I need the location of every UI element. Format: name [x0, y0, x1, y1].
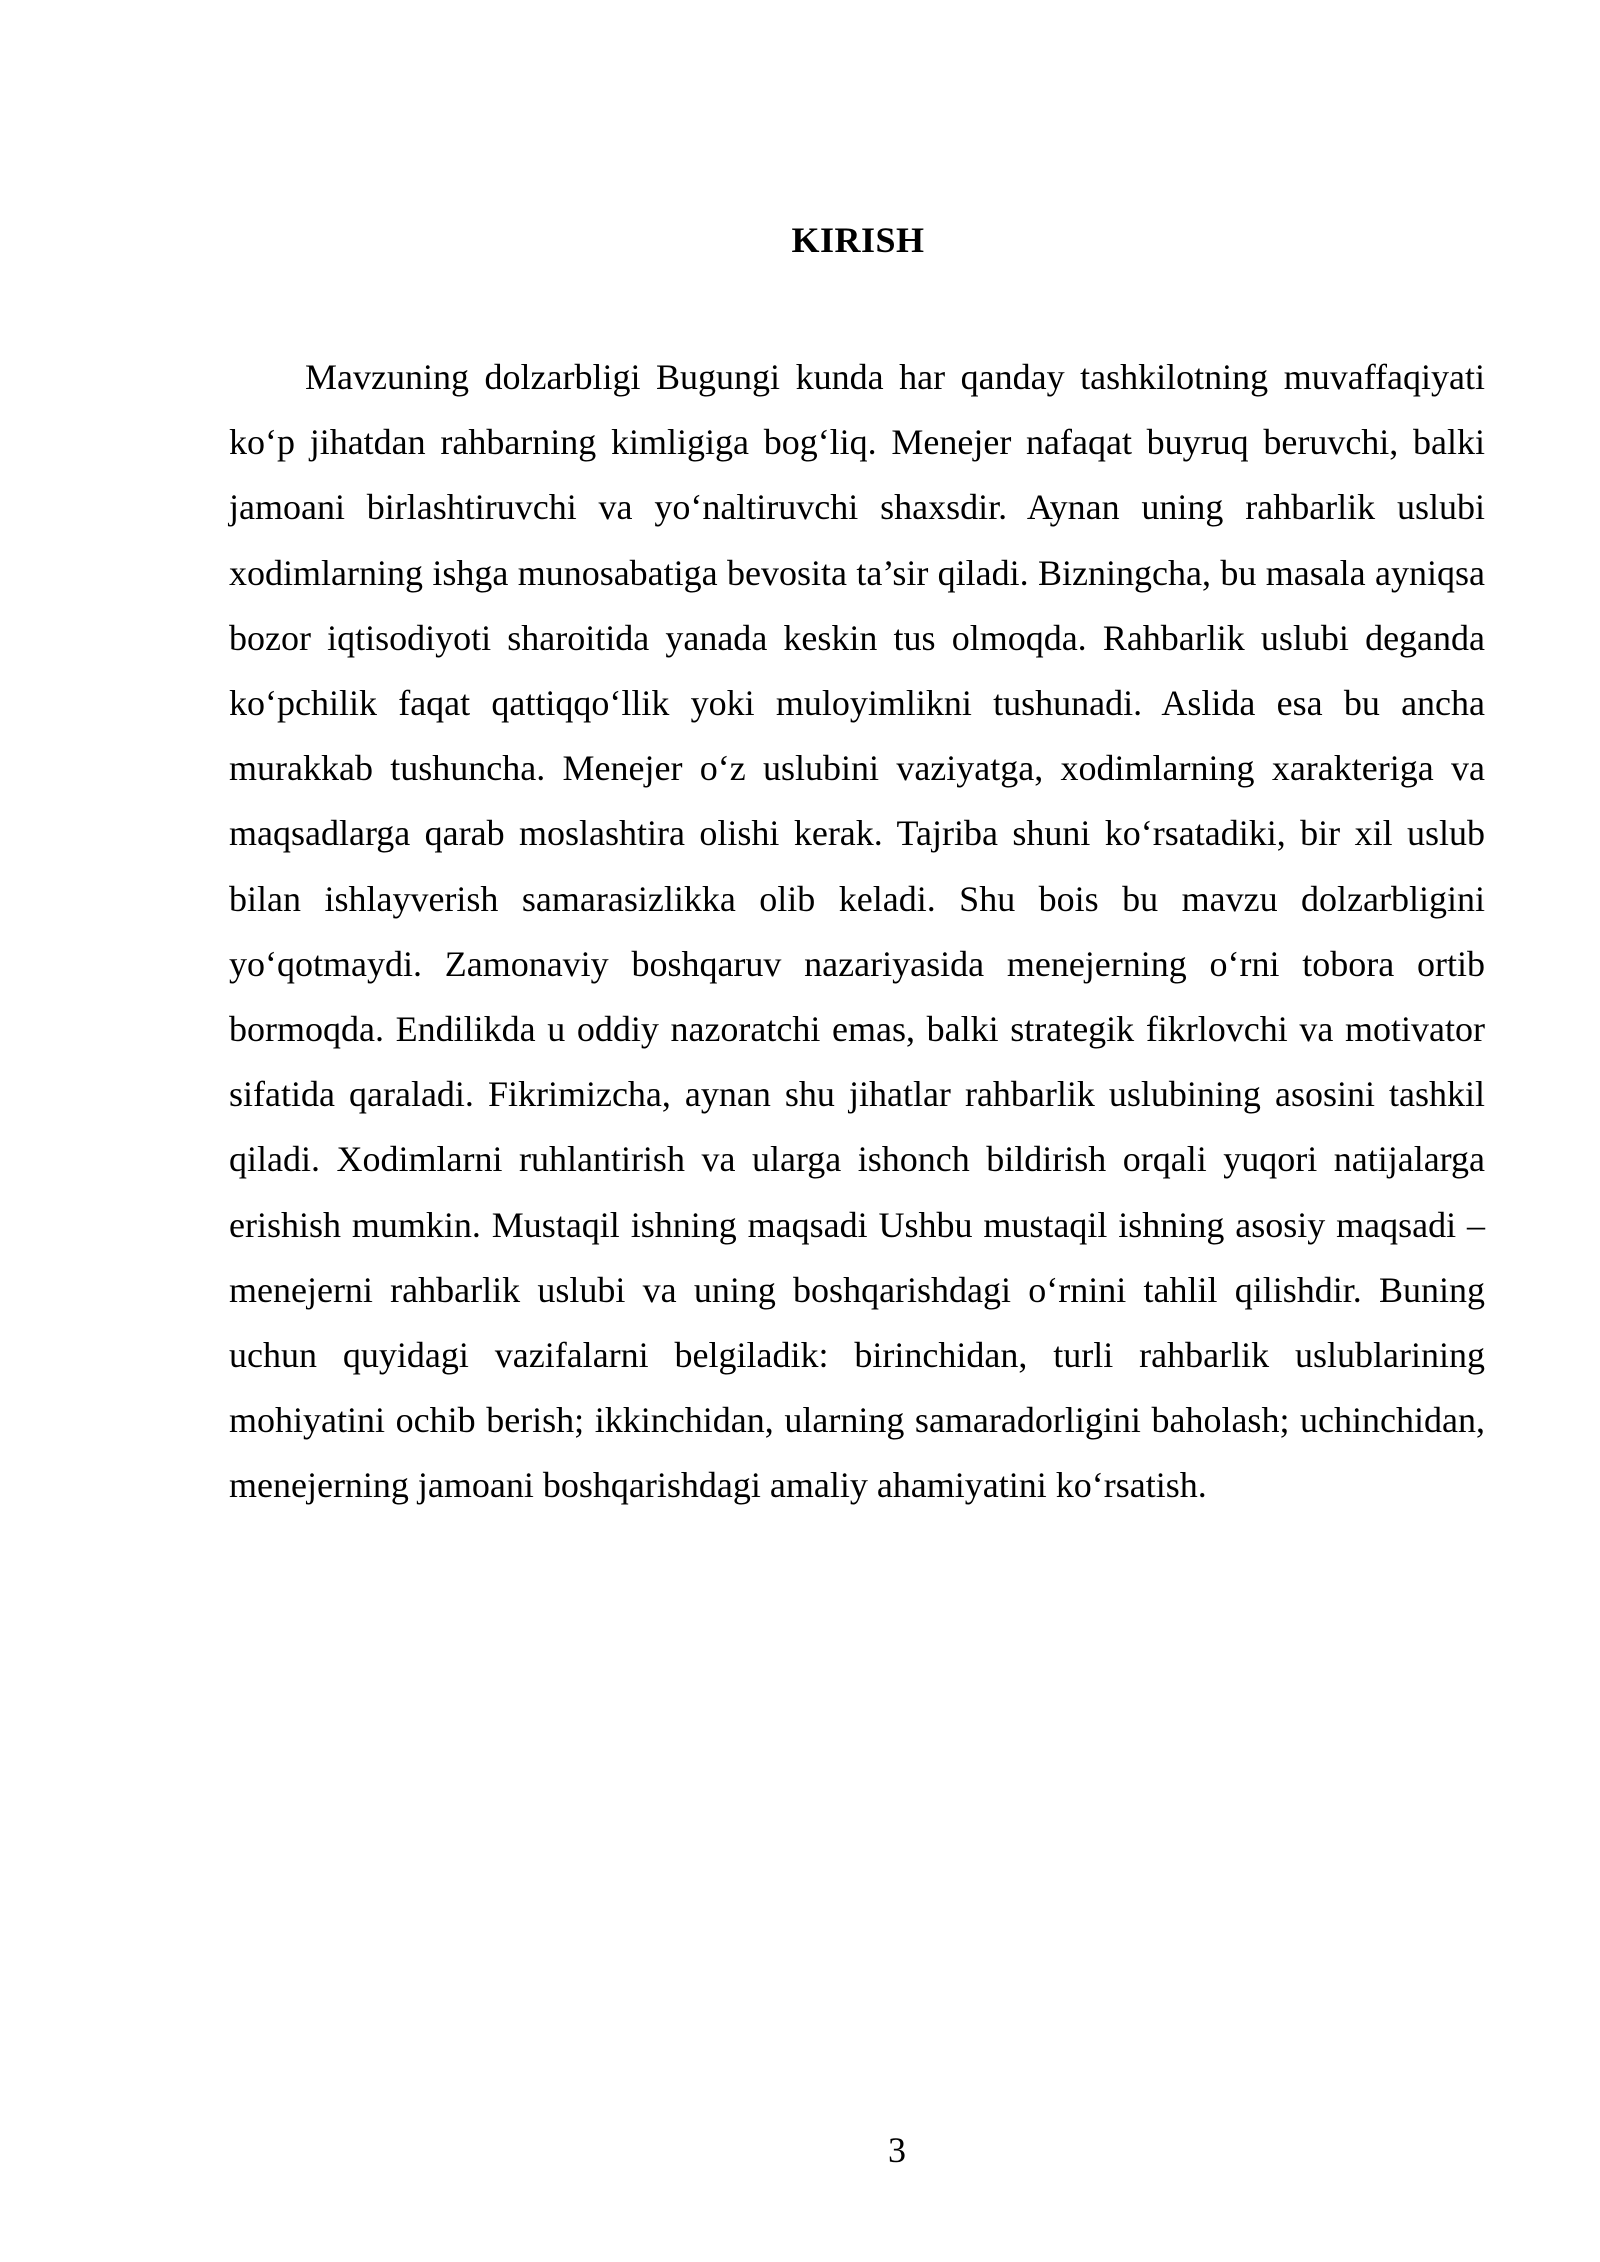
body-paragraph: Mavzuning dolzarbligi Bugungi kunda har qanday tashkilotning muvaffaqiyati ko‘p jihatdan rahbarning kimligiga bog‘liq. Menejer nafaqat buyruq beruvchi, balki jamoani birlashtiruvchi va yo‘naltiruvchi shaxsdir. Aynan uning rahbarlik uslubi xodimlarning ishga munosabatiga bevosita ta’sir qiladi. Bizningcha, bu masala ayniqsa bozor iqtisodiyoti sharoitida yanada keskin tus olmoqda. Rahbarlik uslubi deganda ko‘pchilik faqat qattiqqo‘llik yoki muloyimlikni tushunadi. Aslida esa bu ancha murakkab tushuncha. Menejer o‘z uslubini vaziyatga, xodimlarning xarakteriga va maqsadlarga qarab moslashtira olishi kerak. Tajriba shuni ko‘rsatadiki, bir xil uslub bilan ishlayverish samarasizlikka olib keladi. Shu bois bu mavzu dolzarbligini yo‘qotmaydi. Zamonaviy boshqaruv nazariyasida menejerning o‘rni tobora ortib bormoqda. Endilikda u oddiy nazoratchi emas, balki strategik fikrlovchi va motivator sifatida qaraladi. Fikrimizcha, aynan shu jihatlar rahbarlik uslubining asosini tashkil qiladi. Xodimlarni ruhlantirish va ularga ishonch bildirish orqali yuqori natijalarga erishish mumkin. Mustaqil ishning maqsadi Ushbu mustaqil ishning asosiy maqsadi – menejerni rahbarlik uslubi va uning boshqarishdagi o‘rnini tahlil qilishdir. Buning uchun quyidagi vazifalarni belgiladik: birinchidan, turli rahbarlik uslublarining mohiyatini ochib berish; ikkinchidan, ularning samaradorligini baholash; uchinchidan, menejerning jamoani boshqarishdagi amaliy ahamiyatini ko‘rsatish. [229, 357, 1485, 1506]
section-heading: KIRISH [791, 220, 925, 260]
page-number: 3 [888, 2130, 906, 2170]
